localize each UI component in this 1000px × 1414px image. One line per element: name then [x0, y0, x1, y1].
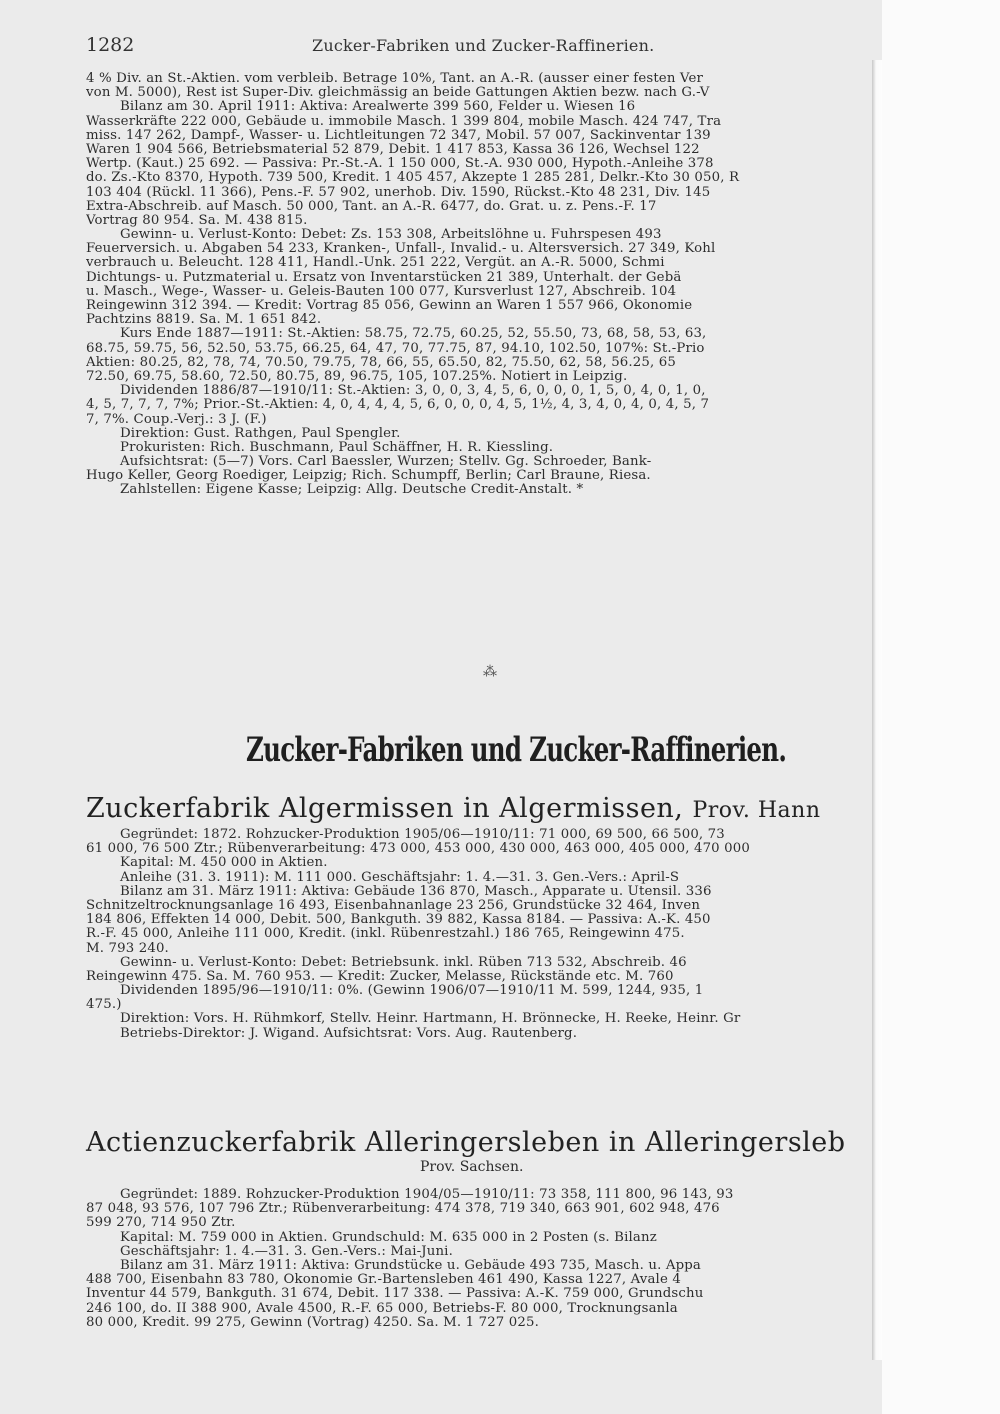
- text-line: Pachtzins 8819. Sa. M. 1 651 842.: [86, 313, 322, 328]
- text-line: 475.): [86, 998, 122, 1013]
- text-line: 488 700, Eisenbahn 83 780, Ökonomie Gr.-Bartensleben 461 490, Kassa 1227, Avale 4: [86, 1273, 681, 1288]
- running-head: Zucker-Fabriken und Zucker-Raffinerien.: [312, 36, 655, 55]
- text-line: Gegründet: 1889. Rohzucker-Produktion 1904/05—1910/11: 73 358, 111 800, 96 143, 93: [120, 1188, 734, 1202]
- company-title-alleringersleben: [86, 1126, 846, 1160]
- text-line: Extra-Abschreib. auf Masch. 50 000, Tant. an A.-R. 6477, do. Grat. u. z. Pens.-F. 17: [86, 199, 657, 214]
- text-line: Aktien: 80.25, 82, 78, 74, 70.50, 79.75, 78, 66, 55, 65.50, 82, 75.50, 62, 58, 56.25, 65: [86, 355, 676, 370]
- text-line: 103 404 (Rückl. 11 366), Pens.-F. 57 902, unerhob. Div. 1590, Rückst.-Kto 48 231, Div. 145: [86, 185, 711, 200]
- text-line: 61 000, 76 500 Ztr.; Rübenverarbeitung: 473 000, 453 000, 430 000, 463 000, 405 000, 470 000: [86, 842, 750, 857]
- section-title: Zucker-Fabriken und Zucker-Raffinerien.: [246, 730, 787, 770]
- company-name: Zuckerfabrik Algermissen in Algermissen,: [86, 793, 684, 824]
- text-line: 4, 5, 7, 7, 7, 7%; Prior.-St.-Aktien: 4, 0, 4, 4, 4, 5, 6, 0, 0, 0, 4, 5, 1½, 4, 3, 4, 0, 4, 0, 4, 5, 7: [86, 398, 710, 413]
- text-line: von M. 5000), Rest ist Super-Div. gleichmässig an beide Gattungen Aktien bezw. nach G.-V: [86, 86, 710, 101]
- text-line: Gewinn- u. Verlust-Konto: Debet: Zs. 153 308, Arbeitslöhne u. Fuhrspesen 493: [120, 228, 662, 243]
- text-line: Bilanz am 31. März 1911: Aktiva: Grundstücke u. Gebäude 493 735, Masch. u. Appa: [120, 1258, 701, 1273]
- text-line: Wertp. (Kaut.) 25 692. — Passiva: Pr.-St.-A. 1 150 000, St.-A. 930 000, Hypoth.-Anleihe 378: [86, 157, 714, 172]
- text-line: do. Zs.-Kto 8370, Hypoth. 739 500, Kredit. 1 405 457, Akzepte 1 285 281, Delkr.-Kto 30 050, R: [86, 171, 740, 186]
- text-line: Direktion: Gust. Rathgen, Paul Spengler.: [120, 426, 401, 441]
- section-ornament: ⁂: [483, 664, 497, 680]
- text-line: 68.75, 59.75, 56, 52.50, 53.75, 66.25, 64, 47, 70, 77.75, 87, 94.10, 102.50, 107%: St.-Prio: [86, 341, 705, 356]
- text-line: Gewinn- u. Verlust-Konto: Debet: Betriebsunk. inkl. Rüben 713 532, Abschreib. 46: [120, 955, 687, 970]
- text-line: Vortrag 80 954. Sa. M. 438 815.: [86, 213, 308, 228]
- text-line: miss. 147 262, Dampf-, Wasser- u. Lichtleitungen 72 347, Mobil. 57 007, Sackinventar 139: [86, 128, 711, 143]
- text-line: Bilanz am 30. April 1911: Aktiva: Arealwerte 399 560, Felder u. Wiesen 16: [120, 100, 636, 115]
- text-line: Wasserkräfte 222 000, Gebäude u. immobile Masch. 1 399 804, mobile Masch. 424 747, Tra: [86, 114, 722, 129]
- text-line: Bilanz am 31. März 1911: Aktiva: Gebäude 136 870, Masch., Apparate u. Utensil. 336: [120, 884, 712, 899]
- text-line: Prokuristen: Rich. Buschmann, Paul Schäffner, H. R. Kiessling.: [120, 440, 554, 455]
- company-province: Prov. Sachsen.: [420, 1159, 524, 1175]
- text-line: Anleihe (31. 3. 1911): M. 111 000. Geschäftsjahr: 1. 4.—31. 3. Gen.-Vers.: April-S: [120, 870, 680, 885]
- text-line: Feuerversich. u. Abgaben 54 233, Kranken-, Unfall-, Invalid.- u. Altersversich. 27 349, Kohl: [86, 242, 716, 257]
- text-line: Zahlstellen: Eigene Kasse; Leipzig: Allg. Deutsche Credit-Anstalt. *: [120, 483, 584, 498]
- text-line: 72.50, 69.75, 58.60, 72.50, 80.75, 89, 96.75, 105, 107.25%. Notiert in Leipzig.: [86, 369, 628, 384]
- text-line: 4 % Div. an St.-Aktien. vom verbleib. Betrage 10%, Tant. an A.-R. (ausser einer festen Ver: [86, 72, 703, 86]
- text-line: M. 793 240.: [86, 941, 169, 956]
- text-line: verbrauch u. Beleucht. 128 411, Handl.-Unk. 251 222, Vergüt. an A.-R. 5000, Schmi: [86, 256, 665, 271]
- text-line: Betriebs-Direktor: J. Wigand. Aufsichtsrat: Vors. Aug. Rautenberg.: [120, 1026, 578, 1041]
- text-line: Inventur 44 579, Bankguth. 31 674, Debit. 117 338. — Passiva: A.-K. 759 000, Grundschu: [86, 1287, 704, 1302]
- text-line: 87 048, 93 576, 107 796 Ztr.; Rübenverarbeitung: 474 378, 719 340, 663 901, 602 948, 476: [86, 1202, 720, 1217]
- text-line: Dividenden 1886/87—1910/11: St.-Aktien: 3, 0, 0, 3, 4, 5, 6, 0, 0, 0, 1, 5, 0, 4, 0, 1, 0,: [120, 384, 706, 399]
- text-line: 599 270, 714 950 Ztr.: [86, 1216, 236, 1231]
- text-line: Kapital: M. 450 000 in Aktien.: [120, 856, 328, 871]
- text-line: Dividenden 1895/96—1910/11: 0%. (Gewinn 1906/07—1910/11 M. 599, 1244, 935, 1: [120, 984, 704, 999]
- text-line: Reingewinn 312 394. — Kredit: Vortrag 85 056, Gewinn an Waren 1 557 966, Ökonomie: [86, 299, 693, 313]
- text-line: Dichtungs- u. Putzmaterial u. Ersatz von Inventarstücken 21 389, Unterhalt. der Gebä: [86, 270, 682, 285]
- text-line: 7, 7%. Coup.-Verj.: 3 J. (F.): [86, 412, 267, 427]
- text-line: u. Masch., Wege-, Wasser- u. Geleis-Bauten 100 077, Kursverlust 127, Abschreib. 104: [86, 284, 677, 299]
- text-line: Aufsichtsrat: (5—7) Vors. Carl Baessler, Wurzen; Stellv. Gg. Schroeder, Bank-: [120, 455, 652, 470]
- text-line: 184 806, Effekten 14 000, Debit. 500, Bankguth. 39 882, Kassa 8184. — Passiva: A.-K. 450: [86, 913, 711, 928]
- company-name: Actienzuckerfabrik Alleringersleben in Alleringersleb: [86, 1127, 846, 1158]
- text-line: Waren 1 904 566, Betriebsmaterial 52 879, Debit. 1 417 853, Kassa 36 126, Wechsel 122: [86, 142, 700, 157]
- text-line: Schnitzeltrocknungsanlage 16 493, Eisenbahnanlage 23 256, Grundstücke 32 464, Inven: [86, 898, 701, 913]
- text-line: R.-F. 45 000, Anleihe 111 000, Kredit. (inkl. Rübenrestzahl.) 186 765, Reingewinn 475.: [86, 927, 685, 942]
- text-line: Gegründet: 1872. Rohzucker-Produktion 1905/06—1910/11: 71 000, 69 500, 66 500, 73: [120, 828, 725, 842]
- company-entry-algermissen: [86, 828, 878, 1041]
- text-line: Hugo Keller, Georg Roediger, Leipzig; Rich. Schumpff, Berlin; Carl Braune, Riesa.: [86, 469, 651, 484]
- text-line: Kurs Ende 1887—1911: St.-Aktien: 58.75, 72.75, 60.25, 52, 55.50, 73, 68, 58, 53, 63,: [120, 327, 707, 342]
- company-title-algermissen: [86, 792, 821, 828]
- text-line: Direktion: Vors. H. Rühmkorf, Stellv. Heinr. Hartmann, H. Brönnecke, H. Reeke, Heinr. Gr: [120, 1012, 741, 1027]
- text-line: 246 100, do. II 388 900, Avale 4500, R.-F. 65 000, Betriebs-F. 80 000, Trocknungsanla: [86, 1301, 678, 1316]
- page-margin: [882, 0, 1000, 1414]
- company-entry-alleringersleben: [86, 1188, 878, 1330]
- text-line: Geschäftsjahr: 1. 4.—31. 3. Gen.-Vers.: Mai-Juni.: [120, 1244, 453, 1259]
- text-line: 80 000, Kredit. 99 275, Gewinn (Vortrag) 4250. Sa. M. 1 727 025.: [86, 1315, 539, 1330]
- continued-entry: [86, 72, 878, 498]
- page-header: [86, 34, 876, 56]
- text-line: Reingewinn 475. Sa. M. 760 953. — Kredit: Zucker, Melasse, Rückstände etc. M. 760: [86, 969, 674, 984]
- text-line: Kapital: M. 759 000 in Aktien. Grundschuld: M. 635 000 in 2 Posten (s. Bilanz: [120, 1230, 657, 1245]
- company-province: Prov. Hann: [692, 798, 821, 823]
- page-number: 1282: [86, 34, 135, 56]
